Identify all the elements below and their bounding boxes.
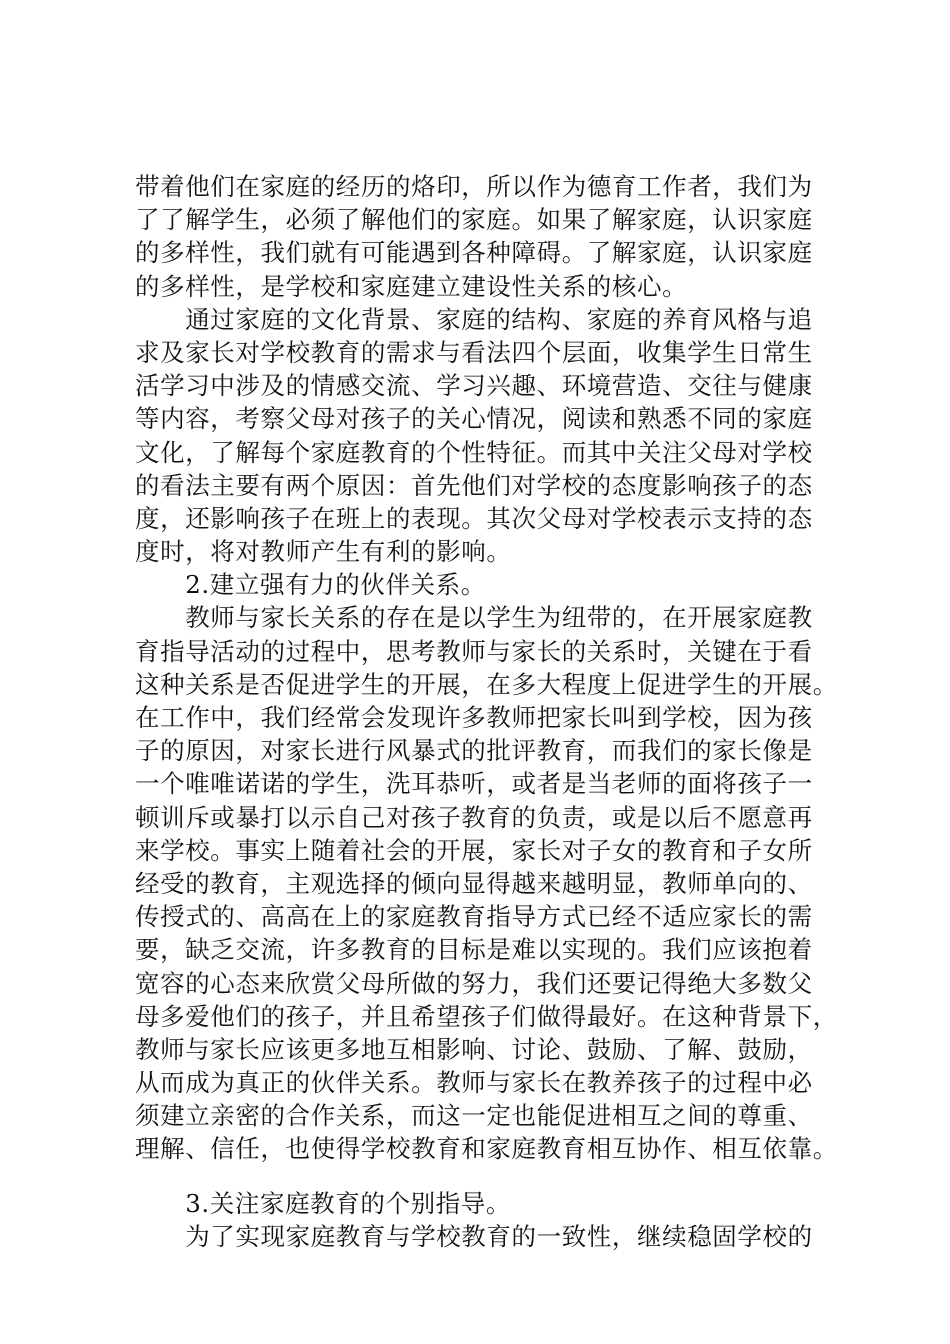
text-line: 来学校。事实上随着社会的开展，家长对子女的教育和子女所 bbox=[135, 835, 813, 865]
paragraph-3 bbox=[135, 601, 838, 1165]
section-heading-2: 2.建立强有力的伙伴关系。 bbox=[135, 570, 486, 600]
text-line: 理解、信任，也使得学校教育和家庭教育相互协作、相互依靠。 bbox=[135, 1134, 838, 1164]
text-line: 顿训斥或暴打以示自己对孩子教育的负责，或是以后不愿意再 bbox=[135, 802, 813, 832]
text-line: 带着他们在家庭的经历的烙印，所以作为德育工作者，我们为 bbox=[135, 172, 813, 201]
text-line: 的看法主要有两个原因：首先他们对学校的态度影响孩子的态 bbox=[135, 470, 813, 500]
text-line: 教师与家长应该更多地互相影响、讨论、鼓励、了解、鼓励， bbox=[135, 1034, 813, 1064]
text-line: 通过家庭的文化背景、家庭的结构、家庭的养育风格与追 bbox=[135, 304, 813, 334]
text-line: 从而成为真正的伙伴关系。教师与家长在教养孩子的过程中必 bbox=[135, 1068, 813, 1098]
text-line: 的多样性，我们就有可能遇到各种障碍。了解家庭，认识家庭 bbox=[135, 238, 813, 268]
paragraph-spacer bbox=[135, 1166, 825, 1187]
text-line: 子的原因，对家长进行风暴式的批评教育，而我们的家长像是 bbox=[135, 736, 813, 766]
text-line: 度，还影响孩子在班上的表现。其次父母对学校表示支持的态 bbox=[135, 503, 813, 533]
text-line: 育指导活动的过程中，思考教师与家长的关系时，关键在于看 bbox=[135, 636, 813, 666]
text-line: 为了实现家庭教育与学校教育的一致性，继续稳固学校的 bbox=[135, 1221, 813, 1251]
text-line: 教师与家长关系的存在是以学生为纽带的，在开展家庭教 bbox=[135, 603, 813, 633]
text-line: 要，缺乏交流，许多教育的目标是难以实现的。我们应该抱着 bbox=[135, 935, 813, 965]
text-line: 一个唯唯诺诺的学生，洗耳恭听，或者是当老师的面将孩子一 bbox=[135, 769, 813, 799]
document-body bbox=[135, 170, 838, 1253]
paragraph-1 bbox=[135, 170, 825, 303]
text-line: 等内容，考察父母对孩子的关心情况，阅读和熟悉不同的家庭 bbox=[135, 404, 813, 434]
text-line: 的多样性，是学校和家庭建立建设性关系的核心。 bbox=[135, 271, 688, 301]
text-line: 传授式的、高高在上的家庭教育指导方式已经不适应家长的需 bbox=[135, 902, 813, 932]
paragraph-4 bbox=[135, 1220, 825, 1253]
text-line: 活学习中涉及的情感交流、学习兴趣、环境营造、交往与健康 bbox=[135, 371, 813, 401]
text-line: 求及家长对学校教育的需求与看法四个层面，收集学生日常生 bbox=[135, 337, 813, 367]
text-line: 文化，了解每个家庭教育的个性特征。而其中关注父母对学校 bbox=[135, 437, 813, 467]
section-heading-3: 3.关注家庭教育的个别指导。 bbox=[135, 1188, 511, 1218]
paragraph-2 bbox=[135, 303, 825, 569]
text-line: 了了解学生，必须了解他们的家庭。如果了解家庭，认识家庭 bbox=[135, 205, 813, 235]
text-line: 须建立亲密的合作关系，而这一定也能促进相互之间的尊重、 bbox=[135, 1101, 813, 1131]
text-line: 这种关系是否促进学生的开展，在多大程度上促进学生的开展。 bbox=[135, 669, 838, 699]
text-line: 度时，将对教师产生有利的影响。 bbox=[135, 537, 512, 567]
text-line: 宽容的心态来欣赏父母所做的努力，我们还要记得绝大多数父 bbox=[135, 968, 813, 998]
text-line: 经受的教育，主观选择的倾向显得越来越明显，教师单向的、 bbox=[135, 868, 813, 898]
text-line: 在工作中，我们经常会发现许多教师把家长叫到学校，因为孩 bbox=[135, 703, 813, 732]
text-line: 母多爱他们的孩子，并且希望孩子们做得最好。在这种背景下， bbox=[135, 1001, 838, 1031]
